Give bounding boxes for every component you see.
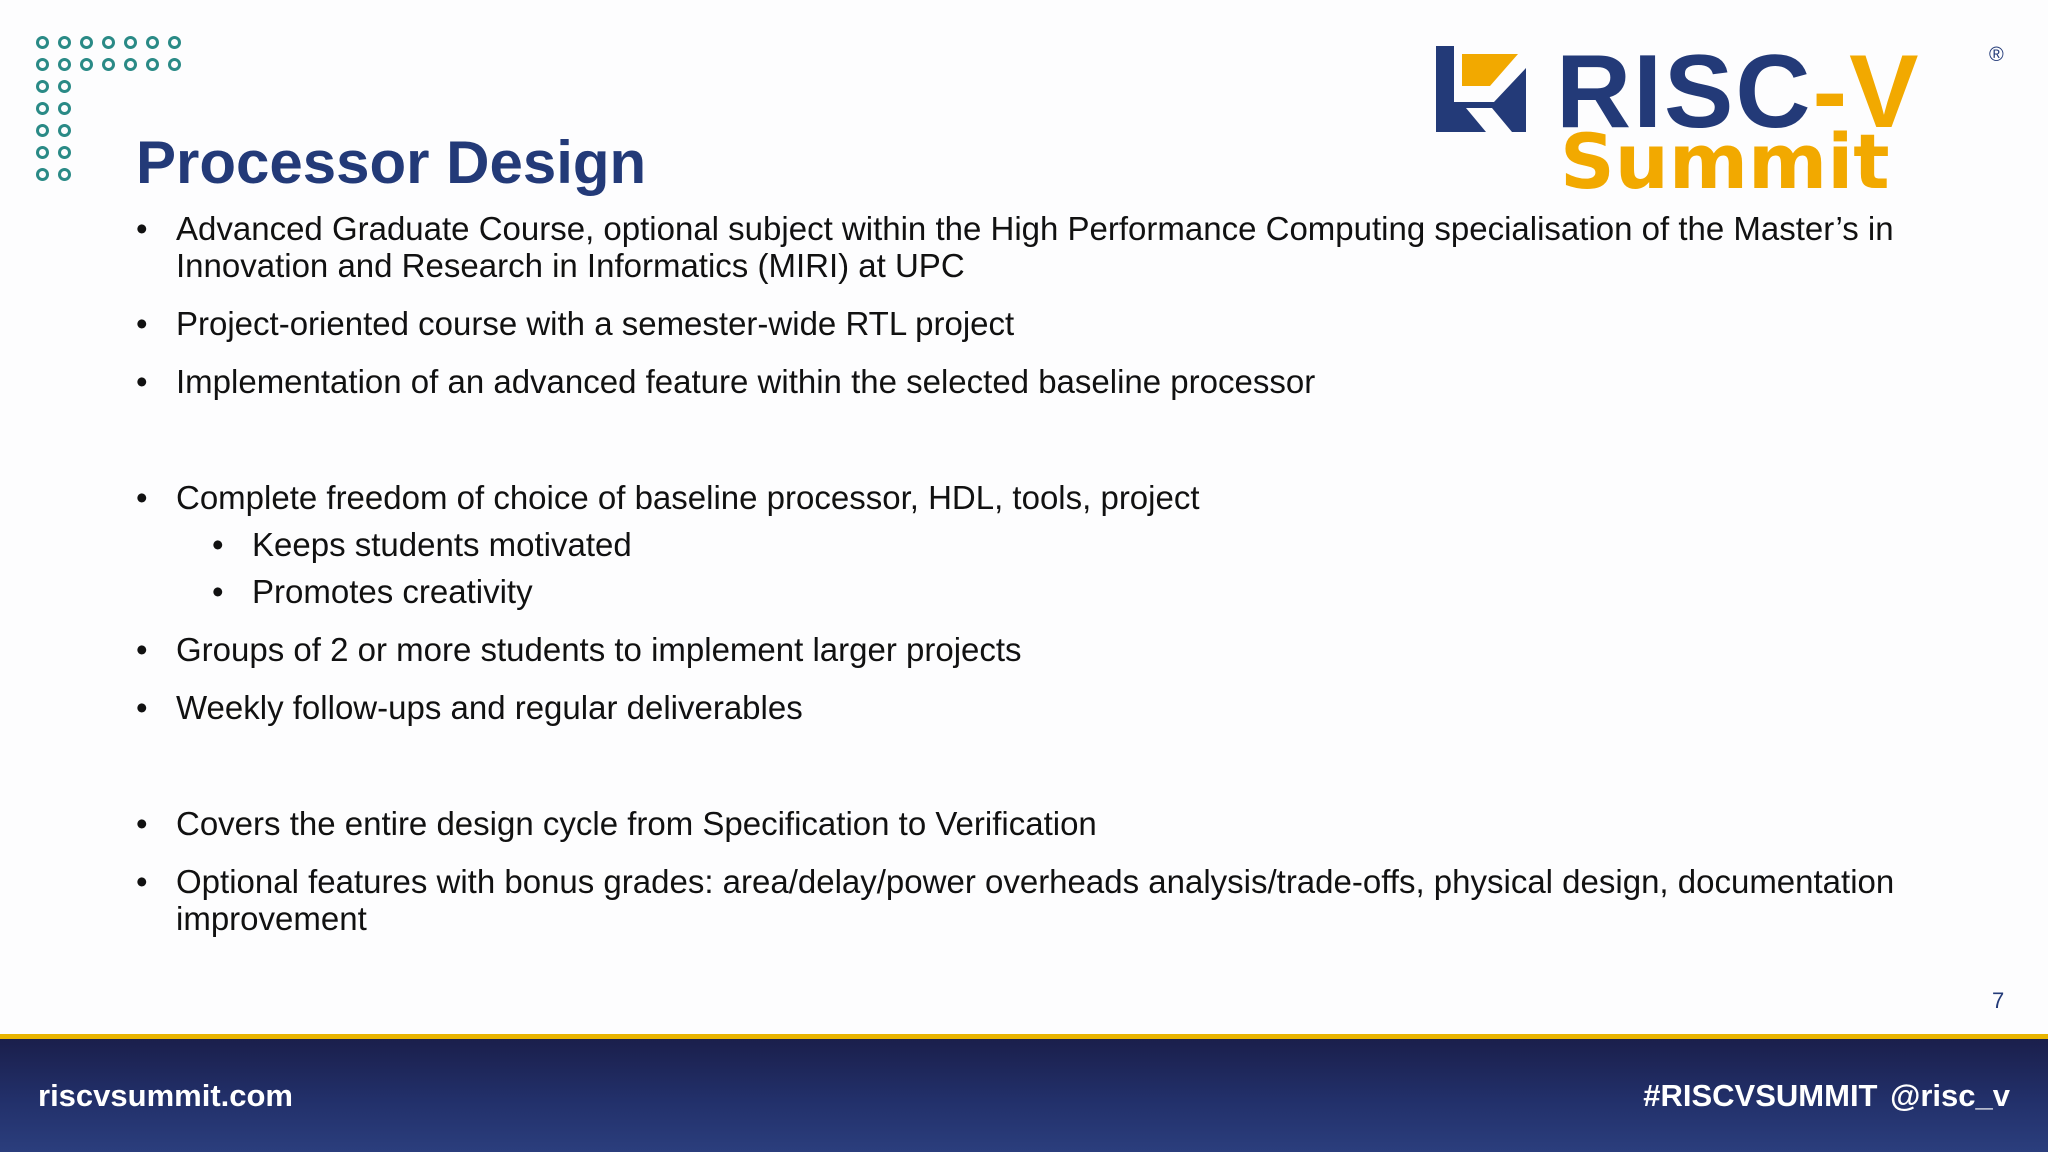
bullet-item: • Weekly follow-ups and regular deliverables (136, 689, 1936, 726)
sub-bullet-item: • Keeps students motivated (212, 526, 1936, 563)
logo-summit-text: Summit (1560, 117, 1890, 206)
footer-social (1643, 1078, 2010, 1114)
sub-bullet-item: • Promotes creativity (212, 573, 1936, 610)
risc-v-mark-icon (1432, 42, 1532, 138)
footer-hashtag: #RISCVSUMMIT (1643, 1078, 1878, 1113)
bullet-item: • Implementation of an advanced feature within the selected baseline processor (136, 363, 1936, 400)
bullet-item: • Groups of 2 or more students to implement larger projects (136, 631, 1936, 668)
bullet-item: • Complete freedom of choice of baseline processor, HDL, tools, project (136, 479, 1936, 516)
footer-divider (0, 1034, 2048, 1039)
bullet-item: • Optional features with bonus grades: area/delay/power overheads analysis/trade-offs, physical design, documentation improvement (136, 863, 1936, 937)
logo-v-text: -V (1812, 34, 1921, 150)
bullet-item: • Covers the entire design cycle from Specification to Verification (136, 805, 1936, 842)
page-title: Processor Design (136, 129, 647, 196)
bullet-item: • Project-oriented course with a semester-wide RTL project (136, 305, 1936, 342)
footer-website: riscvsummit.com (38, 1078, 293, 1113)
bullet-list (136, 210, 1936, 937)
page-number: 7 (1992, 988, 2005, 1013)
registered-mark: ® (1989, 44, 2004, 66)
risc-v-summit-logo (1432, 36, 2012, 206)
logo-risc-text: RISC (1556, 34, 1813, 150)
bullet-item: • Advanced Graduate Course, optional subject within the High Performance Computing specialisation of the Master’s in Innovation and Research in Informatics (MIRI) at UPC (136, 210, 1936, 284)
footer-handle: @risc_v (1890, 1078, 2010, 1113)
